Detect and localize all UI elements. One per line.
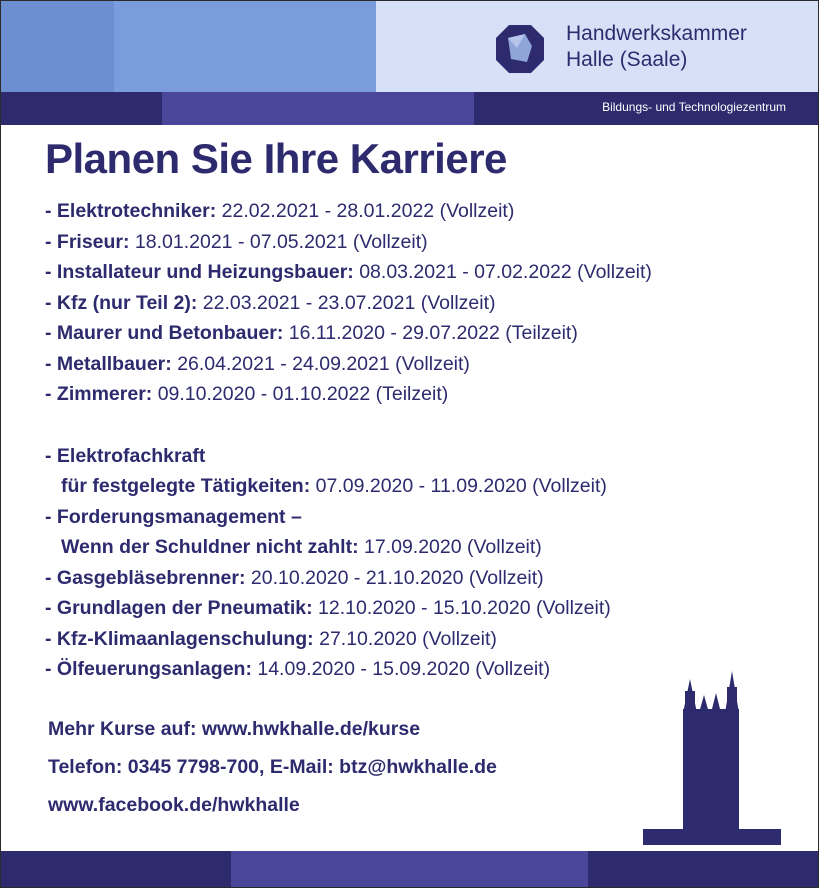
course-name: - Elektrofachkraft: [45, 444, 206, 467]
course-dates: 12.10.2020 - 15.10.2020 (Vollzeit): [312, 597, 611, 619]
course-dates: 09.10.2020 - 01.10.2022 (Teilzeit): [152, 383, 449, 405]
course-name: Wenn der Schuldner nicht zahlt:: [61, 536, 359, 558]
course-name: - Kfz (nur Teil 2):: [45, 291, 198, 314]
list-item: [45, 196, 785, 227]
list-item: [45, 441, 785, 472]
phone-email-info[interactable]: Telefon: 0345 7798-700, E-Mail: btz@hwkhalle.de: [48, 756, 497, 778]
course-dates: 26.04.2021 - 24.09.2021 (Vollzeit): [171, 352, 470, 375]
course-dates: 20.10.2020 - 21.10.2020 (Vollzeit): [245, 566, 544, 589]
header-block-middle: [114, 1, 376, 92]
course-list: [45, 196, 785, 685]
course-name: für festgelegte Tätigkeiten:: [61, 475, 311, 497]
course-name: - Grundlagen der Pneumatik:: [45, 597, 313, 619]
course-dates: 18.01.2021 - 07.05.2021 (Vollzeit): [129, 230, 428, 253]
list-spacer: [45, 410, 785, 441]
list-item: [45, 318, 785, 349]
course-dates: 16.11.2020 - 29.07.2022 (Teilzeit): [283, 322, 578, 344]
tower-icon: [643, 669, 781, 848]
facebook-link[interactable]: www.facebook.de/hwkhalle: [48, 794, 300, 816]
course-name: - Metallbauer:: [45, 352, 172, 375]
list-item: [45, 624, 785, 655]
more-courses-link[interactable]: Mehr Kurse auf: www.hwkhalle.de/kurse: [48, 718, 421, 740]
list-item-continuation: [45, 471, 785, 502]
course-dates: 22.02.2021 - 28.01.2022 (Vollzeit): [216, 200, 515, 222]
list-item: [45, 288, 785, 319]
course-name: - Elektrotechniker:: [45, 200, 217, 222]
course-name: - Ölfeuerungsanlagen:: [45, 658, 252, 680]
footer-bar-right: [588, 851, 818, 887]
list-item: [45, 563, 785, 594]
course-dates: 08.03.2021 - 07.02.2022 (Vollzeit): [353, 261, 652, 283]
footer-bar-left: [1, 851, 231, 887]
course-name: - Friseur:: [45, 230, 130, 253]
course-name: - Gasgebläsebrenner:: [45, 566, 246, 589]
header-bar-middle: [162, 92, 474, 125]
organization-name: [566, 21, 806, 73]
list-item: [45, 593, 785, 624]
list-item-continuation: [45, 532, 785, 563]
course-dates: 14.09.2020 - 15.09.2020 (Vollzeit): [251, 658, 551, 680]
course-name: - Zimmerer:: [45, 383, 153, 405]
course-name: - Forderungsmanagement –: [45, 505, 302, 528]
page-title: Planen Sie Ihre Karriere: [45, 135, 507, 182]
list-item: [45, 349, 785, 380]
header-subtitle: Bildungs- und Technologiezentrum: [602, 100, 786, 114]
org-name-line1: Handwerkskammer: [566, 22, 747, 45]
list-item: [45, 379, 785, 410]
list-item: [45, 257, 785, 288]
course-name: - Kfz-Klimaanlagenschulung:: [45, 627, 314, 650]
list-item: [45, 227, 785, 258]
header-block-left: [1, 1, 114, 92]
course-name: - Installateur und Heizungsbauer:: [45, 261, 354, 283]
course-dates: 07.09.2020 - 11.09.2020 (Vollzeit): [310, 475, 607, 497]
org-name-line2: Halle (Saale): [566, 48, 688, 71]
list-item: [45, 502, 785, 533]
header-bar-left: [1, 92, 162, 125]
contact-block: [48, 710, 497, 824]
course-name: - Maurer und Betonbauer:: [45, 322, 284, 344]
course-dates: 22.03.2021 - 23.07.2021 (Vollzeit): [197, 291, 496, 314]
footer-bar-middle: [231, 851, 588, 887]
course-dates: 27.10.2020 (Vollzeit): [313, 627, 497, 650]
hwk-logo-icon: [495, 24, 545, 74]
course-dates: 17.09.2020 (Vollzeit): [358, 536, 542, 558]
